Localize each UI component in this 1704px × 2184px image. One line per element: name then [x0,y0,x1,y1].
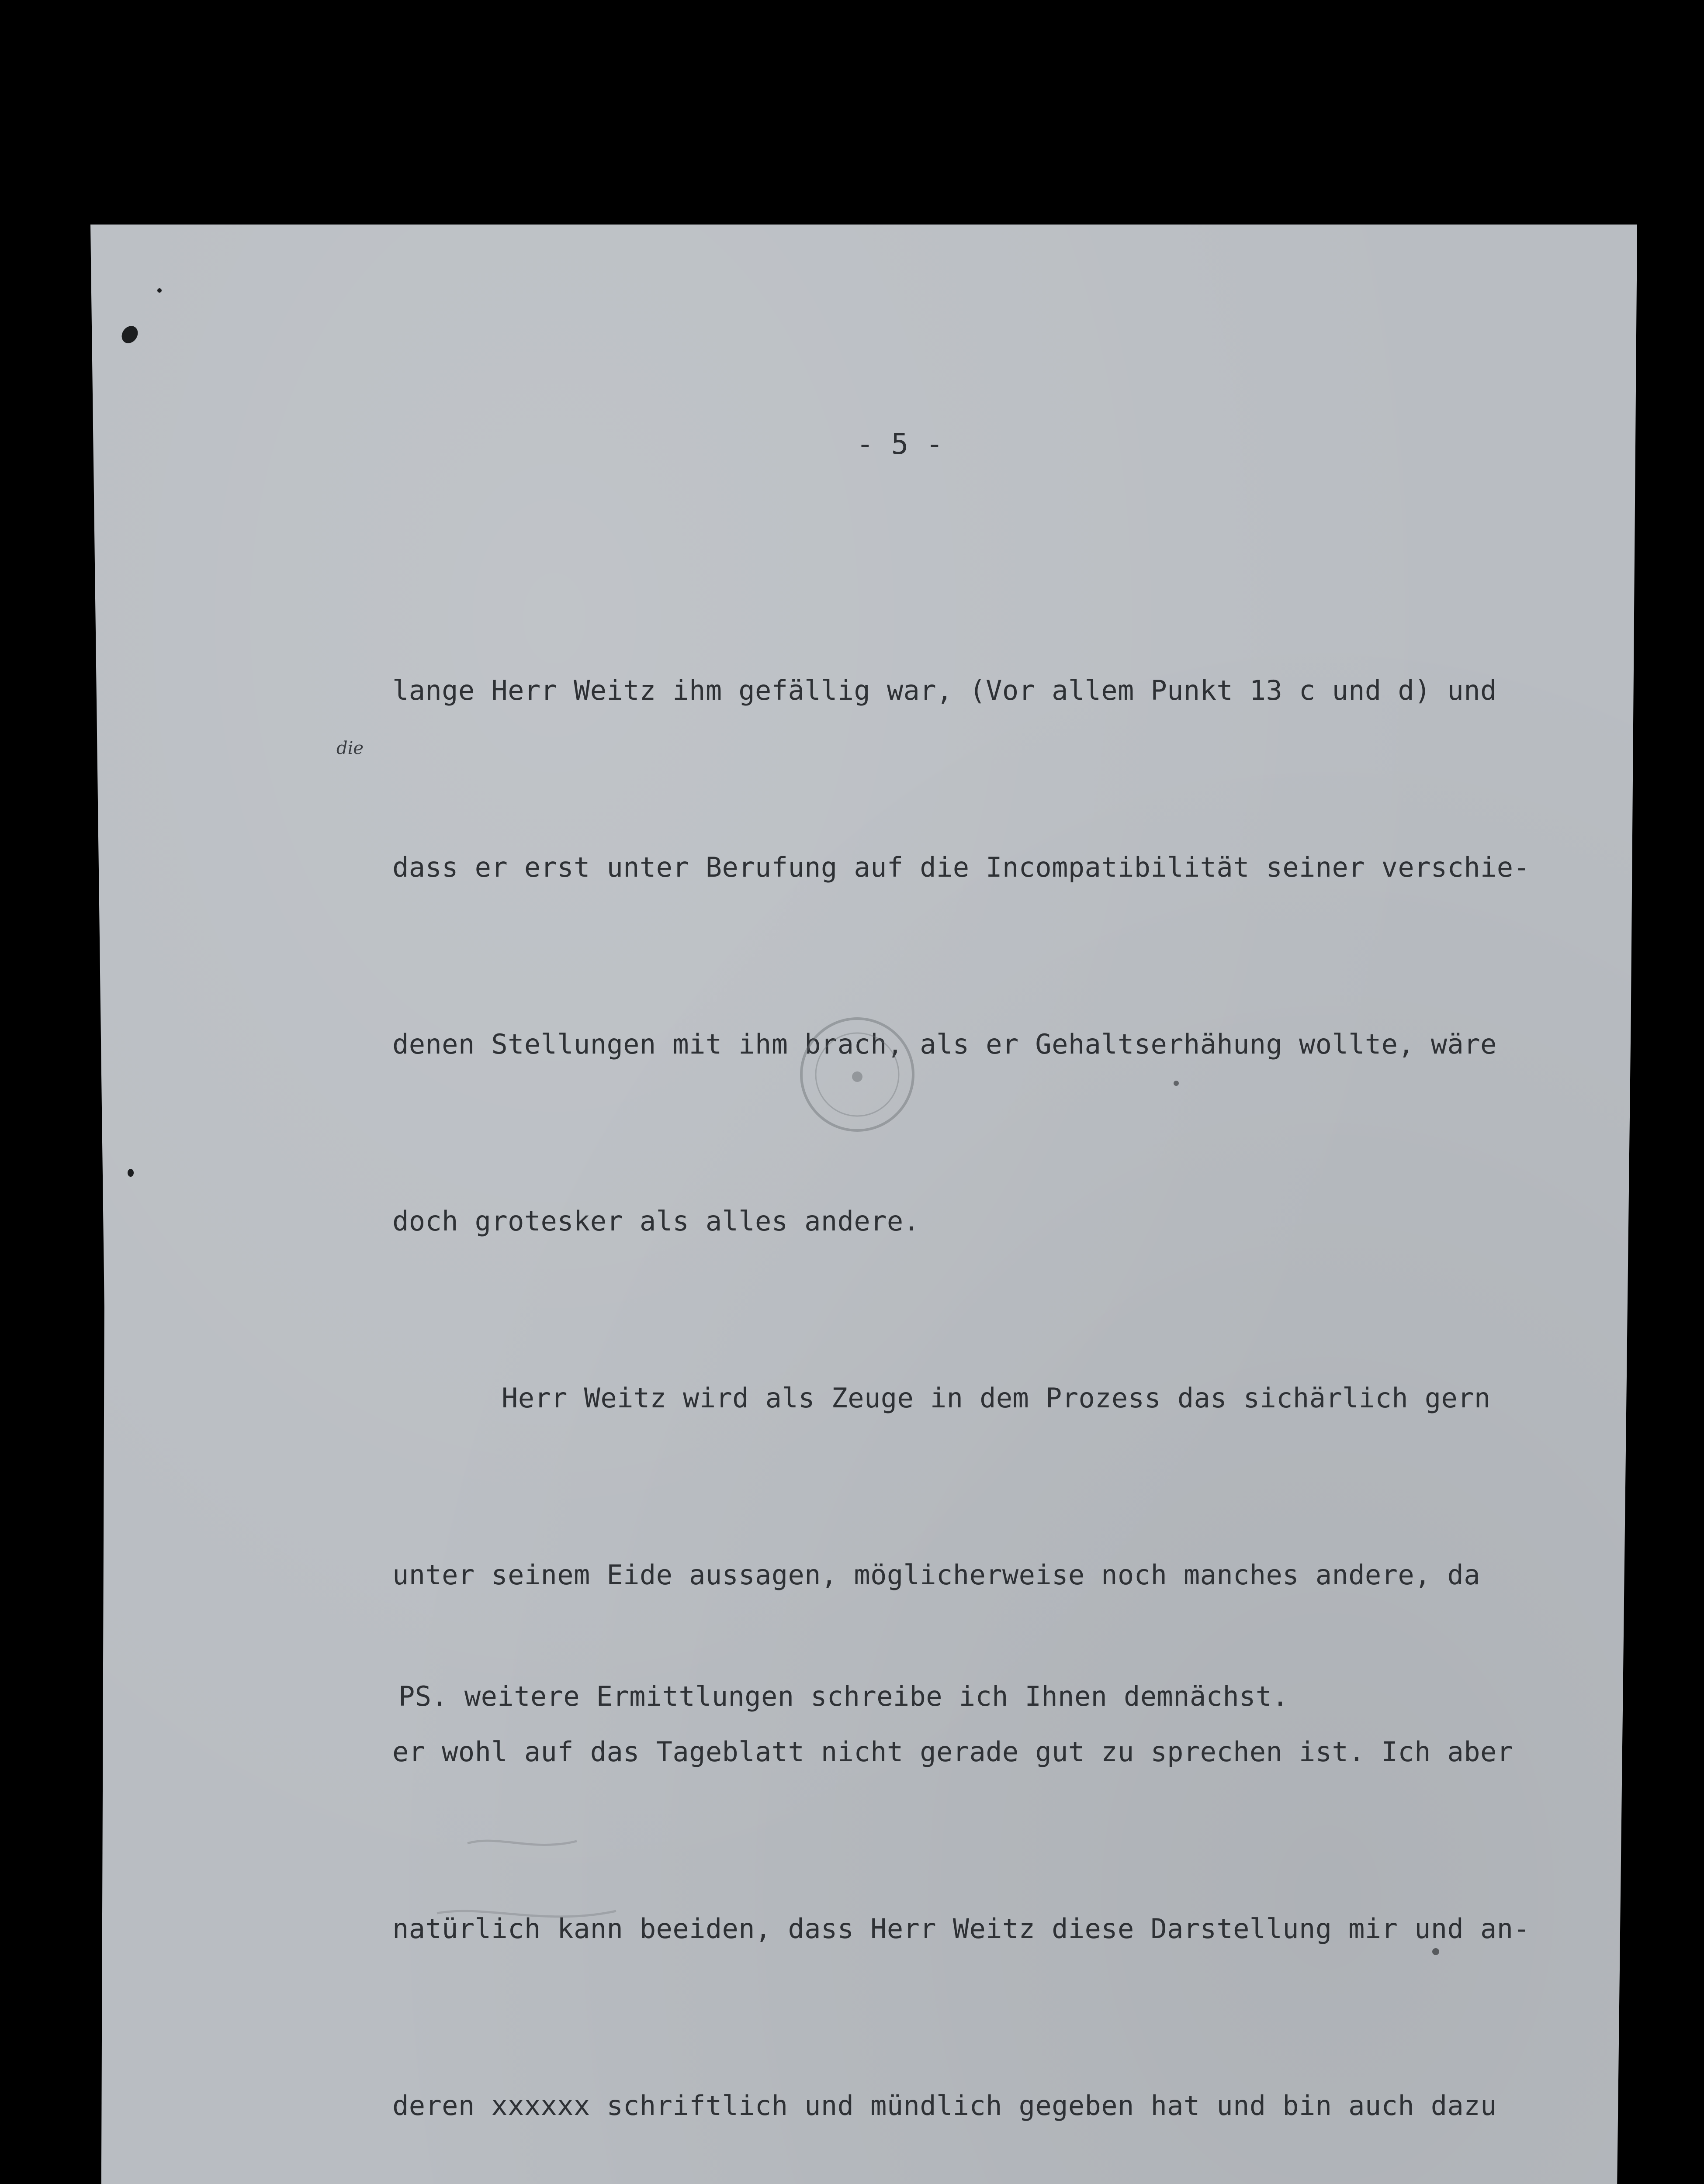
body-line-1: lange Herr Weitz ihm gefällig war, (Vor allem Punkt 13 c und d) und [392,674,1497,706]
ink-speck [128,1169,134,1177]
ink-speck [157,288,162,293]
postscript: PS. weitere Ermittlungen schreibe ich Ihnen demnächst. [398,1680,1289,1712]
handwritten-margin-note: die [336,738,364,758]
body-line-8: natürlich kann beeiden, dass Herr Weitz diese Darstellung mir und an- [392,1913,1530,1945]
body-line-4: doch grotesker als alles andere. [392,1205,920,1237]
faint-handwriting [433,1826,660,1939]
body-line-3: denen Stellungen mit ihm brach, als er Gehaltserhähung wollte, wäre [392,1028,1497,1060]
body-line-9: deren xxxxxx schriftlich und mündlich gegeben hat und bin auch dazu [392,2090,1497,2122]
body-line-2: dass er erst unter Berufung auf die Incompatibilität seiner verschie- [392,851,1530,883]
body-line-7: er wohl auf das Tageblatt nicht gerade gut zu sprechen ist. Ich aber [392,1736,1514,1768]
body-line-5: Herr Weitz wird als Zeuge in dem Prozess das sichärlich gern [502,1382,1491,1414]
page-number: - 5 - [856,427,943,461]
body-line-6: unter seinem Eide aussagen, möglicherweise noch manches andere, da [392,1559,1480,1591]
ink-speck [1174,1081,1179,1086]
ink-speck [1432,1948,1439,1955]
archive-stamp [792,1009,923,1140]
